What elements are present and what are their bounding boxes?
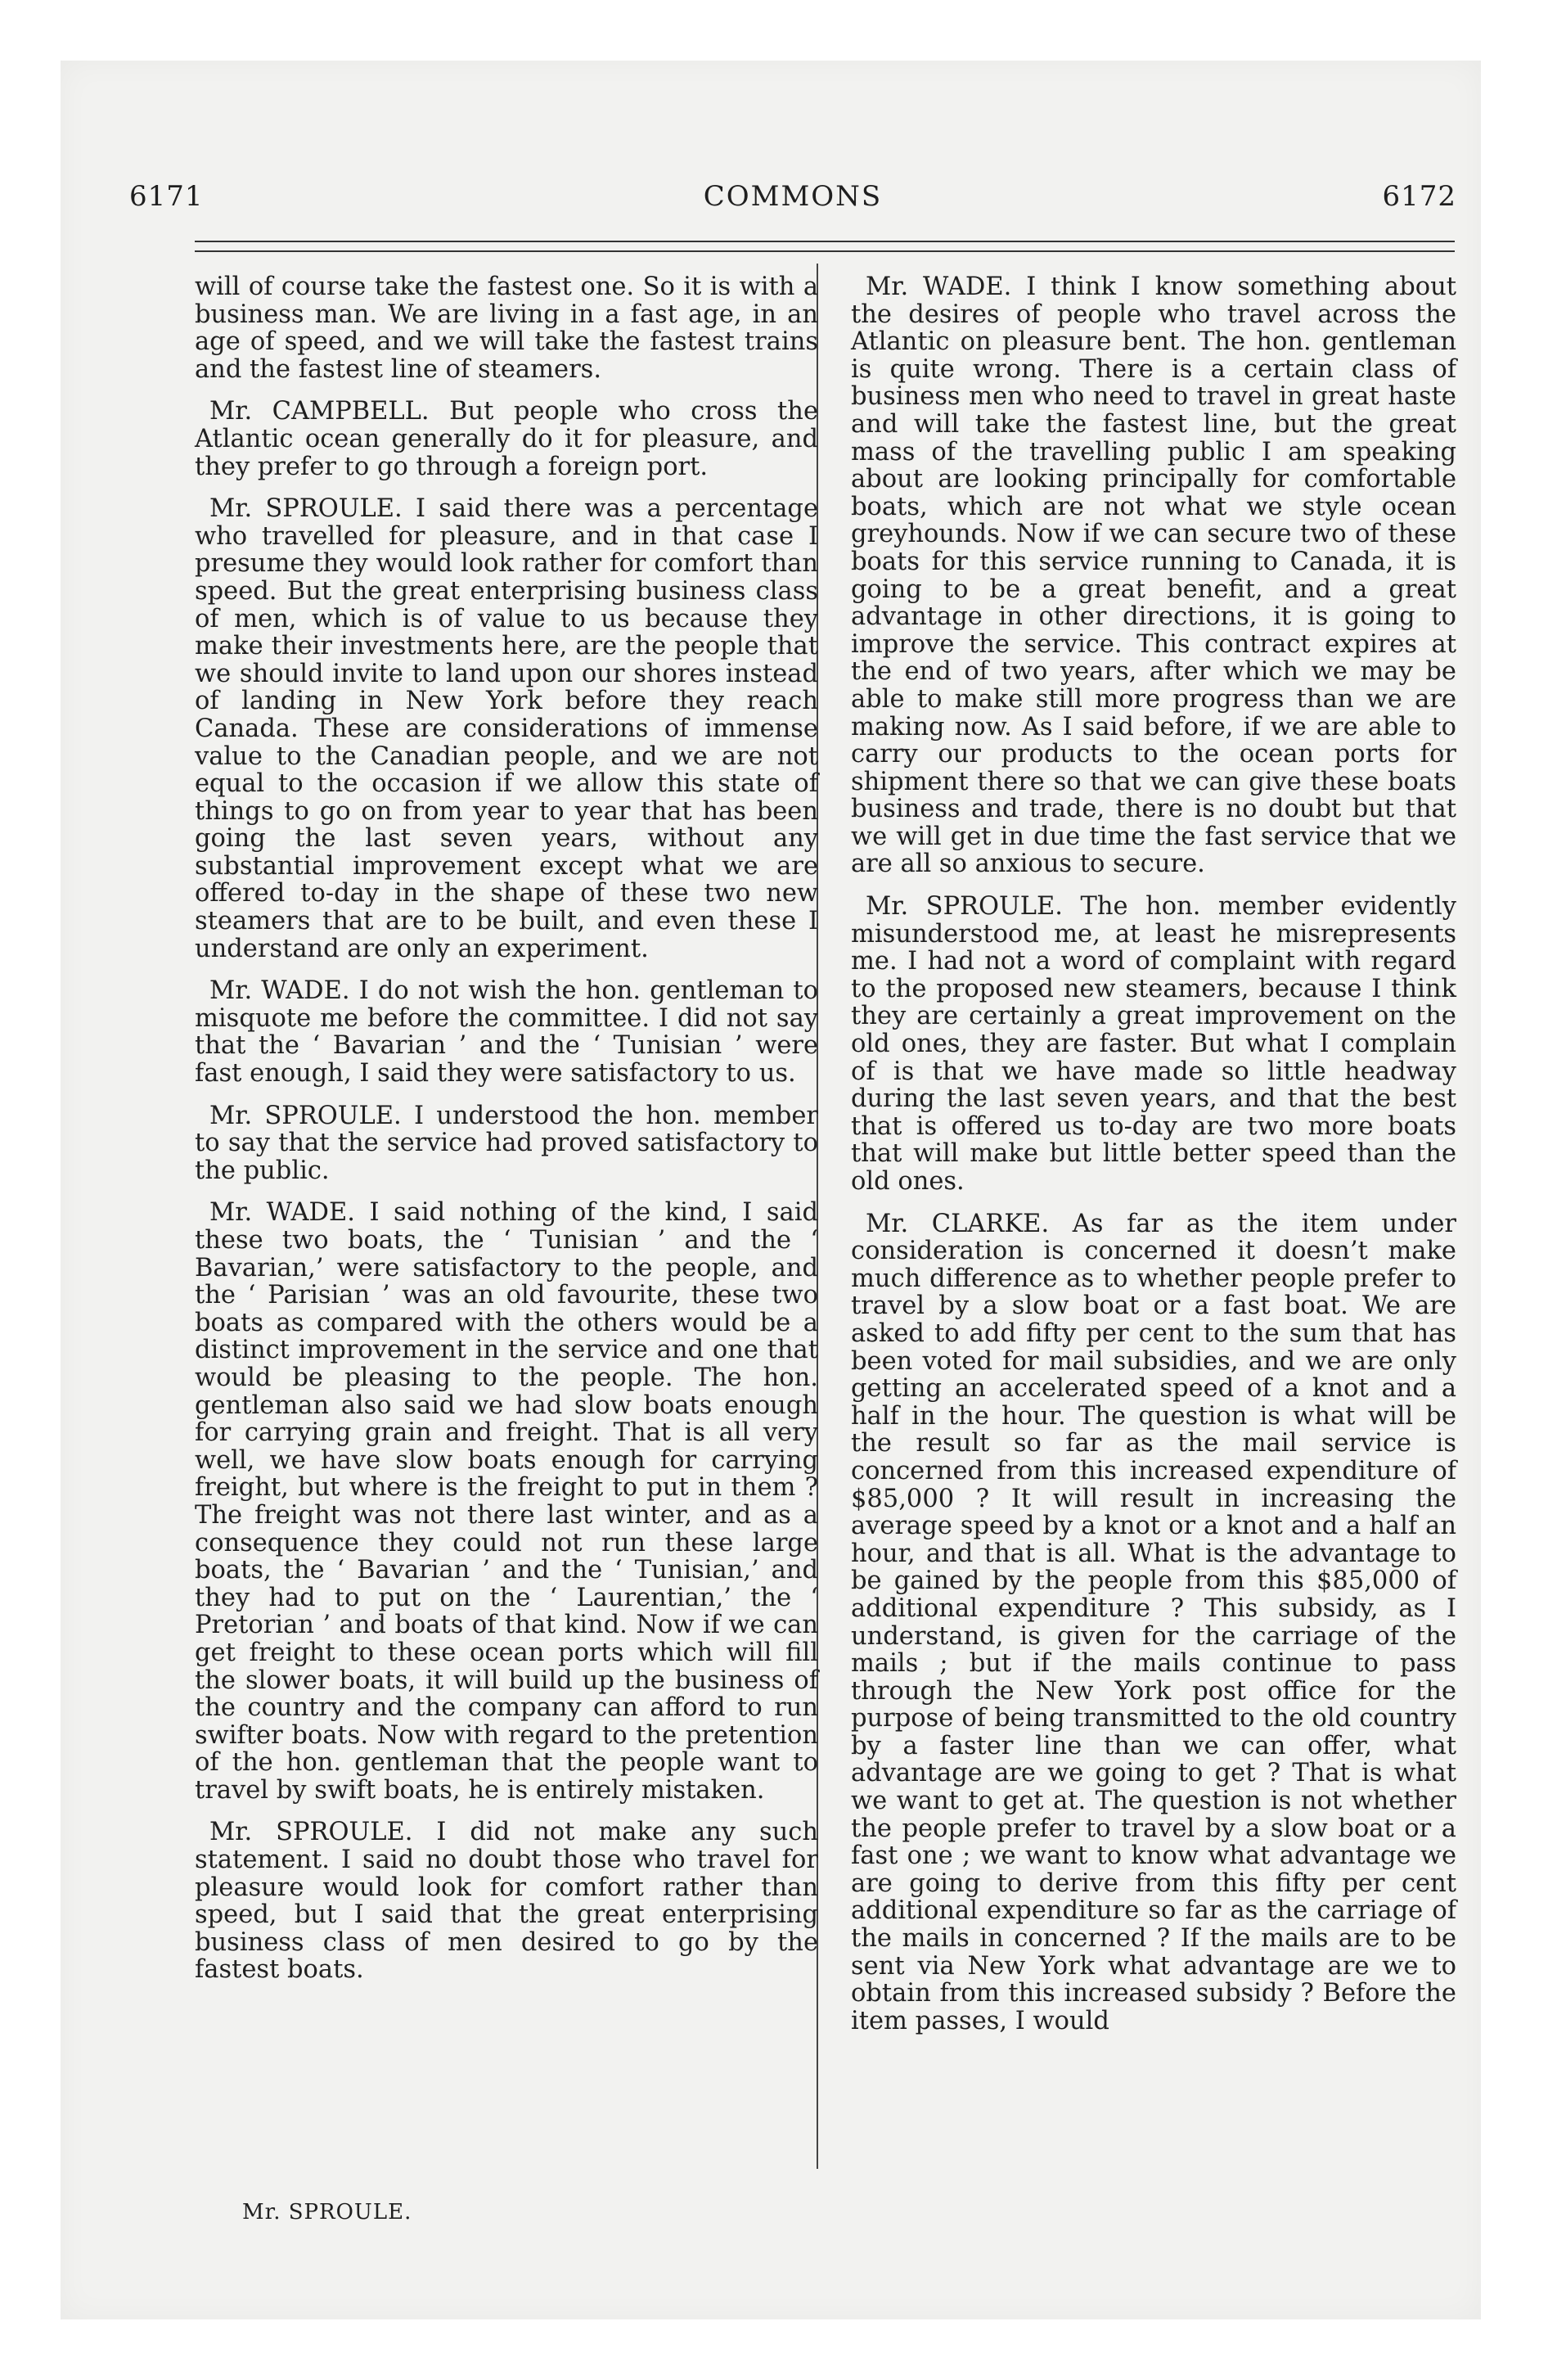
header-rule-bottom xyxy=(195,250,1455,252)
left-column xyxy=(195,273,818,1999)
page-number-right: 6172 xyxy=(1382,180,1456,213)
page-header xyxy=(129,180,1456,229)
paragraph: Mr. SPROULE. I said there was a percentage who travelled for pleasure, and in that case I presume they would look rather for comfort than speed. But the great enterprising business class of men, which is of value to us because they make their investments here, are the people that we should invite to land upon our shores instead of landing in New York before they reach Canada. These are considerations of immense value to the Canadian people, and we are not equal to the occasion if we allow this state of things to go on from year to year that has been going the last seven years, without any substantial improvement except what we are offered to-day in the shape of these two new steamers that are to be built, and even these I understand are only an experiment. xyxy=(195,494,818,963)
paragraph: Mr. WADE. I do not wish the hon. gentleman to misquote me before the committee. I did not say that the ‘ Bavarian ’ and the ‘ Tunisian ’ were fast enough, I said they were satisfactory to us. xyxy=(195,976,818,1089)
page-number-left: 6171 xyxy=(129,180,204,213)
paragraph: Mr. SPROULE. The hon. member evidently misunderstood me, at least he misrepresents me. I had not a word of complaint with regard to the proposed new steamers, because I think they are certainly a great improvement on the old ones, they are faster. But what I complain of is that we have made so little headway during the last seven years, and that the best that is offered us to-day are two more boats that will make but little better speed than the old ones. xyxy=(851,892,1456,1196)
paragraph: Mr. SPROULE. I did not make any such statement. I said no doubt those who travel for pleasure would look for comfort rather than speed, but I said that the great enterprising business class of men desired to go by the fastest boats. xyxy=(195,1818,818,1985)
paragraph: Mr. WADE. I said nothing of the kind, I said these two boats, the ‘ Tunisian ’ and the ‘ Bavarian,’ were satisfactory to the people, and the ‘ Parisian ’ was an old favourite, these two boats as compared with the others would be a distinct improvement in the service and one that would be pleasing to the people. The hon. gentleman also said we had slow boats enough for carrying grain and freight. That is all very well, we have slow boats enough for carrying freight, but where is the freight to put in them ? The freight was not there last winter, and as a consequence they could not run these large boats, the ‘ Bavarian ’ and the ‘ Tunisian,’ and they had to put on the ‘ Laurentian,’ the ‘ Pretorian ’ and boats of that kind. Now if we can get freight to these ocean ports which will fill the slower boats, it will build up the business of the country and the company can afford to run swifter boats. Now with regard to the pretention of the hon. gentleman that the people want to travel by swift boats, he is entirely mistaken. xyxy=(195,1198,818,1805)
footer-catchword: Mr. SPROULE. xyxy=(242,2200,412,2224)
paragraph: will of course take the fastest one. So it is with a business man. We are living in a fast age, in an age of speed, and we will take the fastest trains and the fastest line of steamers. xyxy=(195,273,818,384)
header-rule-top xyxy=(195,241,1455,242)
paragraph: Mr. SPROULE. I understood the hon. member to say that the service had proved satisfactory to the public. xyxy=(195,1101,818,1185)
paragraph: Mr. WADE. I think I know something about the desires of people who travel across the Atlantic on pleasure bent. The hon. gentleman is quite wrong. There is a certain class of business men who need to travel in great haste and will take the fastest line, but the great mass of the travelling public I am speaking about are looking principally for comfortable boats, which are not what we style ocean greyhounds. Now if we can secure two of these boats for this service running to Canada, it is going to be a great benefit, and a great advantage in other directions, it is going to improve the service. This contract expires at the end of two years, after which we may be able to make still more progress than we are making now. As I said before, if we are able to carry our products to the ocean ports for shipment there so that we can give these boats business and trade, there is no doubt but that we will get in due time the fast service that we are all so anxious to secure. xyxy=(851,273,1456,879)
paragraph: Mr. CAMPBELL. But people who cross the Atlantic ocean generally do it for pleasure, and they prefer to go through a foreign port. xyxy=(195,397,818,481)
paragraph: Mr. CLARKE. As far as the item under consideration is concerned it doesn’t make much difference as to whether people prefer to travel by a slow boat or a fast boat. We are asked to add fifty per cent to the sum that has been voted for mail subsidies, and we are only getting an accelerated speed of a knot and a half in the hour. The question is what will be the result so far as the mail service is concerned from this increased expenditure of $85,000 ? It will result in increasing the average speed by a knot or a knot and a half an hour, and that is all. What is the advantage to be gained by the people from this $85,000 of additional expenditure ? This subsidy, as I understand, is given for the carriage of the mails ; but if the mails continue to pass through the New York post office for the purpose of being transmitted to the old country by a faster line than we can offer, what advantage are we going to get ? That is what we want to get at. The question is not whether the people prefer to travel by a slow boat or a fast one ; we want to know what advantage we are going to derive from this fifty per cent additional expenditure so far as the carriage of the mails in concerned ? If the mails are to be sent via New York what advantage are we to obtain from this increased subsidy ? Before the item passes, I would xyxy=(851,1209,1456,2035)
page-title: COMMONS xyxy=(703,180,883,213)
right-column xyxy=(851,273,1456,2049)
